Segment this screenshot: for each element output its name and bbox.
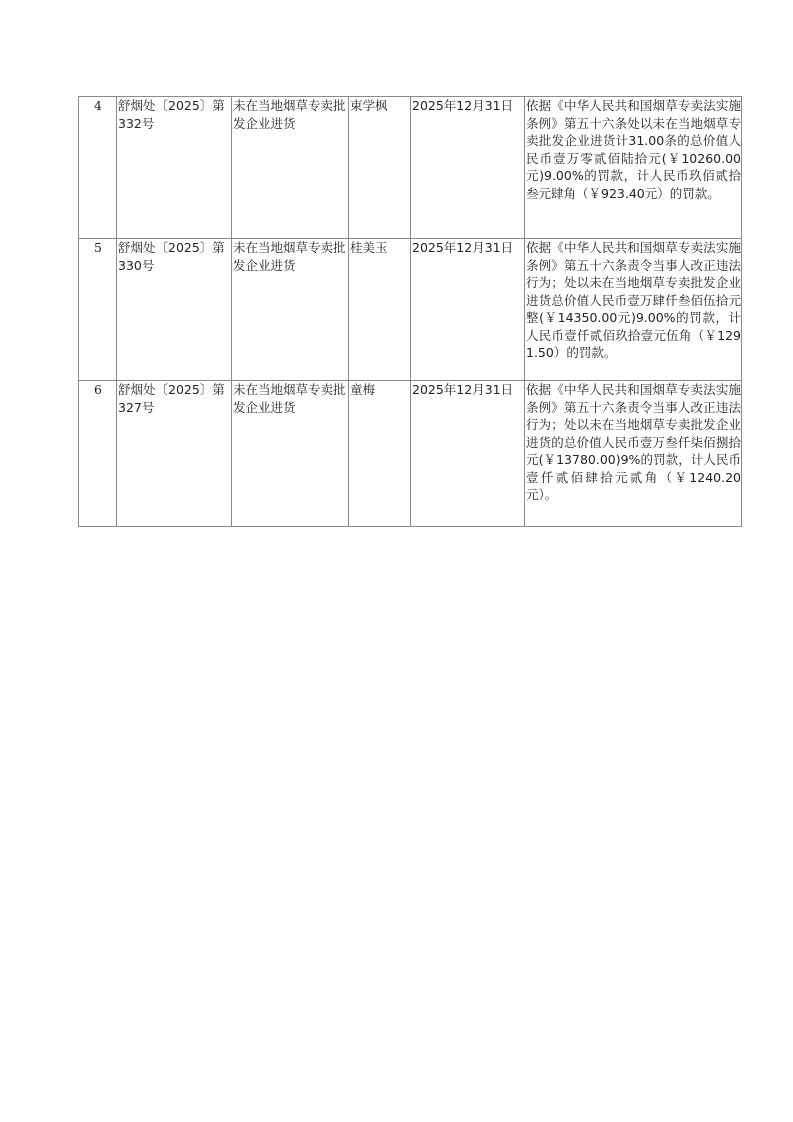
decision-date: 2025年12月31日 <box>411 381 525 527</box>
table-row <box>79 381 742 527</box>
party-name: 束学枫 <box>349 97 411 239</box>
penalty-table <box>78 96 742 527</box>
violation-type: 未在当地烟草专卖批发企业进货 <box>232 381 349 527</box>
table-row <box>79 97 742 239</box>
party-name: 桂美玉 <box>349 239 411 381</box>
row-number: 4 <box>79 97 117 239</box>
violation-type: 未在当地烟草专卖批发企业进货 <box>232 97 349 239</box>
row-number: 5 <box>79 239 117 381</box>
penalty-detail: 依据《中华人民共和国烟草专卖法实施条例》第五十六条责令当事人改正违法行为；处以未在当地烟草专卖批发企业进货的总价值人民币壹万叁仟柒佰捌拾元(￥13780.00)9%的罚款，计人民币壹仟贰佰肆拾元贰角（￥1240.20元）。 <box>525 381 742 527</box>
document-number: 舒烟处〔2025〕第332号 <box>117 97 232 239</box>
row-number: 6 <box>79 381 117 527</box>
document-number: 舒烟处〔2025〕第327号 <box>117 381 232 527</box>
document-number: 舒烟处〔2025〕第330号 <box>117 239 232 381</box>
party-name: 童梅 <box>349 381 411 527</box>
penalty-detail: 依据《中华人民共和国烟草专卖法实施条例》第五十六条处以未在当地烟草专卖批发企业进货计31.00条的总价值人民币壹万零贰佰陆拾元(￥10260.00元)9.00%的罚款，计人民币玖佰贰拾叁元肆角（￥923.40元）的罚款。 <box>525 97 742 239</box>
decision-date: 2025年12月31日 <box>411 239 525 381</box>
violation-type: 未在当地烟草专卖批发企业进货 <box>232 239 349 381</box>
table-row <box>79 239 742 381</box>
decision-date: 2025年12月31日 <box>411 97 525 239</box>
penalty-detail: 依据《中华人民共和国烟草专卖法实施条例》第五十六条责令当事人改正违法行为；处以未在当地烟草专卖批发企业进货总价值人民币壹万肆仟叁佰伍拾元整(￥14350.00元)9.00%的罚款，计人民币壹仟贰佰玖拾壹元伍角（￥1291.50）的罚款。 <box>525 239 742 381</box>
